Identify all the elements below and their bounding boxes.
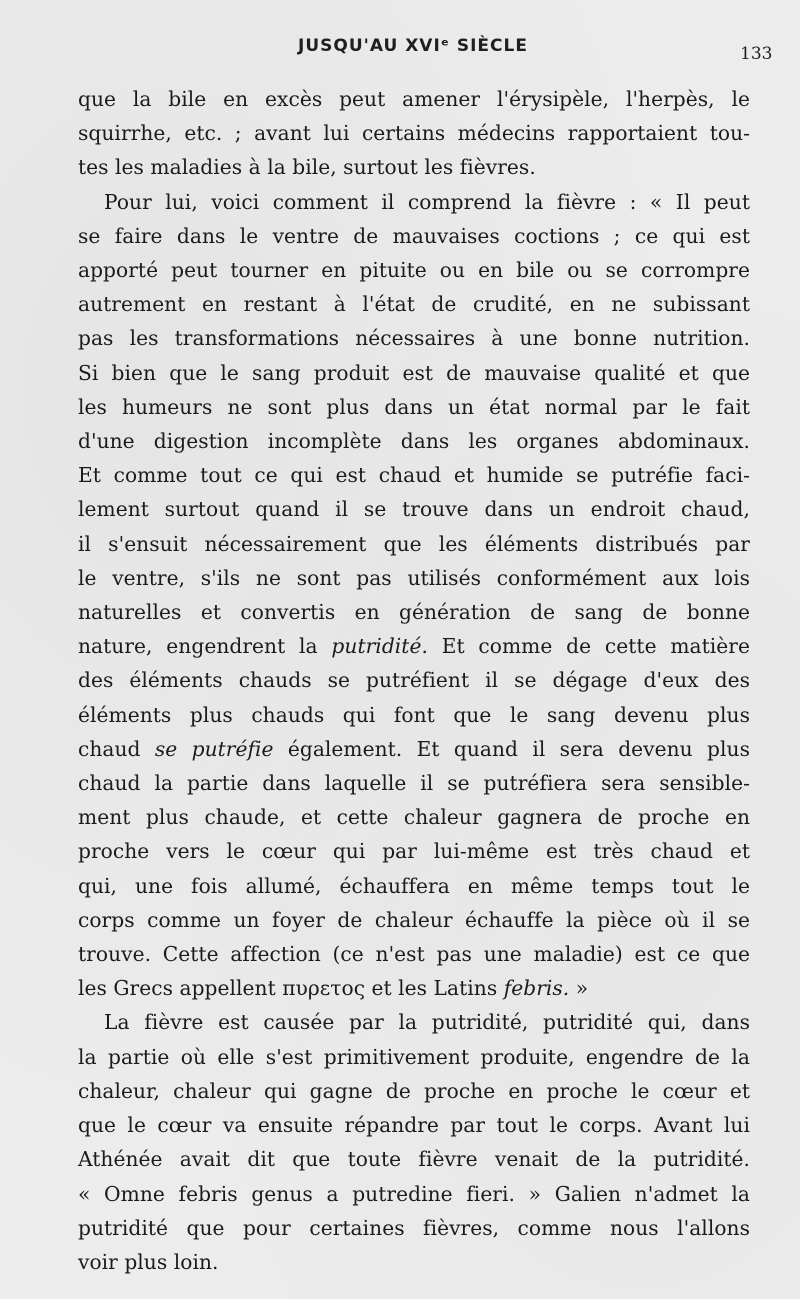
text-line-mixed xyxy=(78,732,750,766)
text-segment: et les Latins xyxy=(365,976,504,1001)
page-number: 133 xyxy=(740,44,773,64)
text-line: tes les maladies à la bile, surtout les fièvres. xyxy=(78,155,536,180)
text-segment: également. Et quand il sera devenu plus xyxy=(273,736,750,761)
text-line-mixed xyxy=(78,971,750,1005)
text-line: Pour lui, voici comment il comprend la fièvre : « Il peut xyxy=(104,189,750,214)
paragraph-3 xyxy=(78,1005,750,1279)
text-line: putridité que pour certaines fièvres, comme nous l'allons xyxy=(78,1215,750,1240)
greek-word: πυρετος xyxy=(282,976,366,1001)
text-line: squirrhe, etc. ; avant lui certains médecins rapportaient tou- xyxy=(78,121,750,146)
text-line: Si bien que le sang produit est de mauvaise qualité et que xyxy=(78,360,750,385)
text-line: apporté peut tourner en pituite ou en bile ou se corrompre xyxy=(78,258,750,283)
running-head xyxy=(0,36,800,66)
text-segment: les Grecs appellent xyxy=(78,976,276,1001)
italic-word: febris. xyxy=(503,976,570,1001)
italic-word: se putréfie xyxy=(154,736,274,761)
text-line-mixed xyxy=(78,629,750,663)
text-segment: chaud xyxy=(78,736,141,761)
text-line: pas les transformations nécessaires à une bonne nutrition. xyxy=(78,326,750,351)
text-line: des éléments chauds se putréfient il se dégage d'eux des xyxy=(78,668,750,693)
text-line: que la bile en excès peut amener l'érysipèle, l'herpès, le xyxy=(78,87,750,111)
paragraph-2 xyxy=(78,185,750,1006)
text-line: d'une digestion incomplète dans les organes abdominaux. xyxy=(78,429,750,454)
text-segment: » xyxy=(569,976,589,1001)
text-line: le ventre, s'ils ne sont pas utilisés conformément aux lois xyxy=(78,565,750,590)
text-line: il s'ensuit nécessairement que les éléments distribués par xyxy=(78,531,750,556)
running-title: JUSQU'AU XVIᵉ SIÈCLE xyxy=(298,36,528,56)
text-line: trouve. Cette affection (ce n'est pas une maladie) est ce que xyxy=(78,942,750,967)
text-line: chaud la partie dans laquelle il se putréfiera sera sensible- xyxy=(78,771,750,796)
text-line: chaleur, chaleur qui gagne de proche en proche le cœur et xyxy=(78,1078,750,1103)
text-line: que le cœur va ensuite répandre par tout le corps. Avant lui xyxy=(78,1113,750,1138)
text-line: lement surtout quand il se trouve dans un endroit chaud, xyxy=(78,497,750,522)
italic-word: putridité. xyxy=(331,634,428,659)
text-line: autrement en restant à l'état de crudité, en ne subissant xyxy=(78,292,750,317)
text-segment: Et comme de cette matière xyxy=(427,634,751,659)
text-line: proche vers le cœur qui par lui-même est très chaud et xyxy=(78,839,750,864)
text-line: naturelles et convertis en génération de sang de bonne xyxy=(78,600,750,625)
text-line: Athénée avait dit que toute fièvre venait de la putridité. xyxy=(78,1147,750,1172)
text-line: Et comme tout ce qui est chaud et humide se putréfie faci- xyxy=(78,463,750,488)
text-line: La fièvre est causée par la putridité, putridité qui, dans xyxy=(104,1010,750,1035)
text-segment: nature, engendrent la xyxy=(78,634,318,659)
text-line: éléments plus chauds qui font que le sang devenu plus xyxy=(78,702,750,727)
text-line: corps comme un foyer de chaleur échauffe la pièce où il se xyxy=(78,907,750,932)
text-line: ment plus chaude, et cette chaleur gagnera de proche en xyxy=(78,805,750,830)
text-line: qui, une fois allumé, échauffera en même temps tout le xyxy=(78,873,750,898)
text-line: se faire dans le ventre de mauvaises coctions ; ce qui est xyxy=(78,223,750,248)
text-line: voir plus loin. xyxy=(78,1249,219,1274)
body-text xyxy=(78,82,750,1279)
text-line: les humeurs ne sont plus dans un état normal par le fait xyxy=(78,394,750,419)
paragraph-1 xyxy=(78,82,750,185)
text-line: « Omne febris genus a putredine fieri. » Galien n'admet la xyxy=(78,1181,750,1206)
text-line: la partie où elle s'est primitivement produite, engendre de la xyxy=(78,1044,750,1069)
